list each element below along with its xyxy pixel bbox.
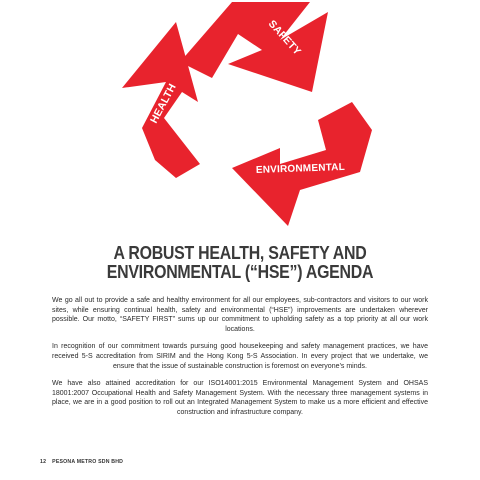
safety-label: SAFETY [265, 17, 304, 58]
body-text [52, 296, 428, 426]
recycle-hse-diagram [0, 0, 480, 235]
page-footer [40, 459, 123, 465]
title-line-2: ENVIRONMENTAL (“HSE”) AGENDA [106, 261, 374, 282]
environmental-label: ENVIRONMENTAL [255, 161, 346, 176]
page-title [68, 243, 412, 281]
company-name: PESONA METRO SDN BHD [52, 459, 124, 465]
title-line-1: A ROBUST HEALTH, SAFETY AND [113, 242, 367, 263]
safety-arrow [180, 2, 328, 92]
health-label: HEALTH [148, 81, 179, 126]
paragraph-1: We go all out to provide a safe and healthy environment for all our employees, sub-contractors and visitors to our work sites, while ensuring continual health, safety and environmental (“HSE”) improvements are undertaken wherever possible. Our motto, “SAFETY FIRST” sums up our commitment to upholding safety as a top priority at all our work locations. [52, 297, 428, 333]
page-number: 12 [40, 459, 47, 465]
paragraph-3: We have also attained accreditation for our ISO14001:2015 Environmental Management System and OHSAS 18001:2007 Occupational Health and Safety Management System. With the necessary three management systems in place, we are in a good position to roll out an Integrated Management System to make us a more efficient and effective construction and infrastructure company. [52, 380, 428, 416]
paragraph-2: In recognition of our commitment towards pursuing good housekeeping and safety management practices, we have received 5-S accreditation from SIRIM and the Hong Kong 5-S Association. In every project that we undertake, we ensure that the issue of sustainable construction is foremost on everyone’s minds. [52, 343, 428, 370]
